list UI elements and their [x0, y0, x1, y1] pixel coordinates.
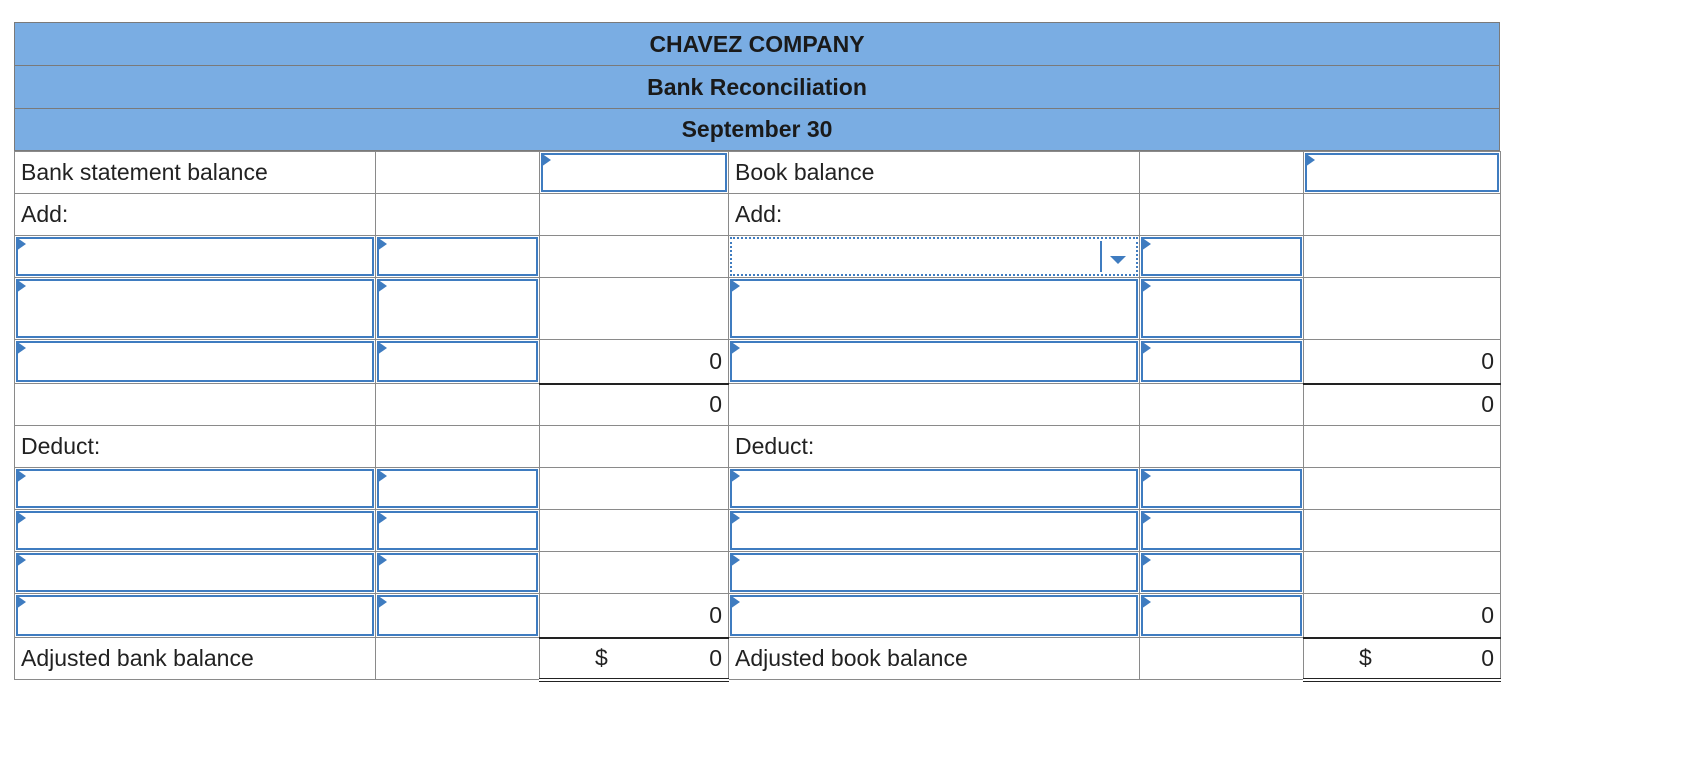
- reconciliation-worksheet: [14, 22, 1500, 682]
- bank-deduct-amount-1-cell: [376, 468, 540, 510]
- table-row: [15, 194, 1501, 236]
- empty-cell: [376, 384, 540, 426]
- adjusted-book-balance-cell: [1304, 638, 1501, 680]
- book-deduct-amount-2-cell: [1140, 510, 1304, 552]
- bank-add-item-1-cell: [15, 236, 376, 278]
- book-add-label: Add:: [729, 194, 1140, 236]
- empty-cell: [540, 468, 729, 510]
- book-add-item-3-cell: [729, 340, 1140, 384]
- bank-add-label: Add:: [15, 194, 376, 236]
- empty-cell: [540, 236, 729, 278]
- empty-cell: [1140, 638, 1304, 680]
- table-row: [15, 384, 1501, 426]
- book-add-total: 0: [1304, 384, 1501, 426]
- book-deduct-amount-2-input[interactable]: [1141, 511, 1302, 550]
- empty-cell: [1140, 194, 1304, 236]
- book-deduct-amount-4-cell: [1140, 594, 1304, 638]
- table-row: [15, 426, 1501, 468]
- empty-cell: [540, 194, 729, 236]
- bank-deduct-item-2-input[interactable]: [16, 511, 374, 550]
- empty-cell: [540, 426, 729, 468]
- input-marker-icon: [377, 511, 387, 525]
- input-marker-icon: [1141, 279, 1151, 293]
- input-marker-icon: [16, 237, 26, 251]
- bank-add-amount-1-input[interactable]: [377, 237, 538, 276]
- input-marker-icon: [16, 469, 26, 483]
- book-add-amount-2-cell: [1140, 278, 1304, 340]
- bank-deduct-item-4-input[interactable]: [16, 595, 374, 636]
- bank-add-amount-3-cell: [376, 340, 540, 384]
- bank-deduct-subtotal: 0: [540, 594, 729, 638]
- bank-statement-balance-cell: [540, 152, 729, 194]
- book-add-amount-1-input[interactable]: [1141, 237, 1302, 276]
- input-marker-icon: [1305, 153, 1315, 167]
- empty-cell: [729, 384, 1140, 426]
- adjusted-bank-balance-label: Adjusted bank balance: [15, 638, 376, 680]
- bank-statement-balance-label: Bank statement balance: [15, 152, 376, 194]
- book-deduct-amount-4-input[interactable]: [1141, 595, 1302, 636]
- book-deduct-item-1-input[interactable]: [730, 469, 1138, 508]
- empty-cell: [1304, 194, 1501, 236]
- bank-deduct-amount-3-cell: [376, 552, 540, 594]
- worksheet-title: Bank Reconciliation: [14, 65, 1500, 108]
- book-add-item-3-input[interactable]: [730, 341, 1138, 382]
- book-balance-cell: [1304, 152, 1501, 194]
- reconciliation-table: [14, 151, 1501, 682]
- table-row: [15, 510, 1501, 552]
- table-row: [15, 152, 1501, 194]
- book-deduct-item-1-cell: [729, 468, 1140, 510]
- bank-deduct-amount-2-input[interactable]: [377, 511, 538, 550]
- input-marker-icon: [730, 469, 740, 483]
- chevron-down-icon: [1110, 256, 1126, 264]
- bank-deduct-amount-3-input[interactable]: [377, 553, 538, 592]
- bank-statement-balance-input[interactable]: [541, 153, 727, 192]
- input-marker-icon: [730, 341, 740, 355]
- input-marker-icon: [730, 511, 740, 525]
- book-add-item-2-input[interactable]: [730, 279, 1138, 338]
- book-add-amount-3-cell: [1140, 340, 1304, 384]
- table-row: [15, 638, 1501, 680]
- bank-add-item-2-input[interactable]: [16, 279, 374, 338]
- bank-add-amount-3-input[interactable]: [377, 341, 538, 382]
- book-add-subtotal: 0: [1304, 340, 1501, 384]
- table-row: [15, 468, 1501, 510]
- input-marker-icon: [377, 237, 387, 251]
- book-add-amount-3-input[interactable]: [1141, 341, 1302, 382]
- book-balance-label: Book balance: [729, 152, 1140, 194]
- input-marker-icon: [377, 553, 387, 567]
- empty-cell: [1304, 468, 1501, 510]
- input-marker-icon: [730, 553, 740, 567]
- bank-deduct-item-4-cell: [15, 594, 376, 638]
- empty-cell: [540, 510, 729, 552]
- input-marker-icon: [1141, 237, 1151, 251]
- empty-cell: [15, 384, 376, 426]
- bank-deduct-amount-4-cell: [376, 594, 540, 638]
- currency-symbol: $: [1359, 644, 1372, 671]
- input-marker-icon: [16, 553, 26, 567]
- input-marker-icon: [377, 341, 387, 355]
- empty-cell: [1304, 236, 1501, 278]
- input-marker-icon: [16, 511, 26, 525]
- book-deduct-item-2-input[interactable]: [730, 511, 1138, 550]
- book-deduct-item-3-input[interactable]: [730, 553, 1138, 592]
- bank-deduct-item-1-input[interactable]: [16, 469, 374, 508]
- worksheet-date: September 30: [14, 108, 1500, 151]
- book-deduct-item-4-input[interactable]: [730, 595, 1138, 636]
- bank-deduct-label: Deduct:: [15, 426, 376, 468]
- empty-cell: [376, 426, 540, 468]
- empty-cell: [1304, 510, 1501, 552]
- input-marker-icon: [16, 341, 26, 355]
- book-deduct-item-2-cell: [729, 510, 1140, 552]
- input-marker-icon: [16, 279, 26, 293]
- input-marker-icon: [1141, 511, 1151, 525]
- adjusted-book-balance-label: Adjusted book balance: [729, 638, 1140, 680]
- empty-cell: [540, 278, 729, 340]
- input-marker-icon: [1141, 341, 1151, 355]
- company-name: CHAVEZ COMPANY: [14, 22, 1500, 65]
- bank-deduct-item-1-cell: [15, 468, 376, 510]
- input-marker-icon: [16, 595, 26, 609]
- bank-deduct-item-3-cell: [15, 552, 376, 594]
- input-marker-icon: [730, 595, 740, 609]
- table-row: [15, 340, 1501, 384]
- input-marker-icon: [377, 469, 387, 483]
- book-deduct-amount-3-input[interactable]: [1141, 553, 1302, 592]
- dropdown-toggle[interactable]: [1100, 241, 1136, 272]
- bank-add-amount-1-cell: [376, 236, 540, 278]
- empty-cell: [1140, 384, 1304, 426]
- book-add-amount-2-input[interactable]: [1141, 279, 1302, 338]
- input-marker-icon: [1141, 469, 1151, 483]
- adjusted-book-balance-value: 0: [1481, 644, 1494, 671]
- input-marker-icon: [541, 153, 551, 167]
- book-deduct-subtotal: 0: [1304, 594, 1501, 638]
- bank-add-item-2-cell: [15, 278, 376, 340]
- table-row: [15, 278, 1501, 340]
- bank-add-item-3-cell: [15, 340, 376, 384]
- table-row: [15, 594, 1501, 638]
- empty-cell: [1304, 426, 1501, 468]
- empty-cell: [540, 552, 729, 594]
- empty-cell: [376, 152, 540, 194]
- empty-cell: [376, 638, 540, 680]
- bank-deduct-amount-2-cell: [376, 510, 540, 552]
- input-marker-icon: [377, 595, 387, 609]
- bank-deduct-amount-1-input[interactable]: [377, 469, 538, 508]
- adjusted-bank-balance-value: 0: [709, 644, 722, 671]
- empty-cell: [1140, 152, 1304, 194]
- book-add-amount-1-cell: [1140, 236, 1304, 278]
- book-deduct-label: Deduct:: [729, 426, 1140, 468]
- bank-deduct-item-3-input[interactable]: [16, 553, 374, 592]
- bank-add-item-3-input[interactable]: [16, 341, 374, 382]
- bank-add-amount-2-cell: [376, 278, 540, 340]
- input-marker-icon: [1141, 553, 1151, 567]
- book-deduct-amount-3-cell: [1140, 552, 1304, 594]
- bank-deduct-amount-4-input[interactable]: [377, 595, 538, 636]
- bank-add-subtotal: 0: [540, 340, 729, 384]
- adjusted-bank-balance-cell: [540, 638, 729, 680]
- book-deduct-amount-1-input[interactable]: [1141, 469, 1302, 508]
- book-add-item-1-cell: [729, 236, 1140, 278]
- book-add-item-1-dropdown[interactable]: [730, 237, 1138, 276]
- empty-cell: [376, 194, 540, 236]
- book-deduct-amount-1-cell: [1140, 468, 1304, 510]
- input-marker-icon: [377, 279, 387, 293]
- input-marker-icon: [1141, 595, 1151, 609]
- table-row: [15, 236, 1501, 278]
- bank-add-amount-2-input[interactable]: [377, 279, 538, 338]
- empty-cell: [1140, 426, 1304, 468]
- empty-cell: [1304, 552, 1501, 594]
- bank-deduct-item-2-cell: [15, 510, 376, 552]
- currency-symbol: $: [595, 644, 608, 671]
- book-balance-input[interactable]: [1305, 153, 1499, 192]
- bank-add-total: 0: [540, 384, 729, 426]
- empty-cell: [1304, 278, 1501, 340]
- table-row: [15, 552, 1501, 594]
- book-add-item-2-cell: [729, 278, 1140, 340]
- book-deduct-item-3-cell: [729, 552, 1140, 594]
- bank-add-item-1-input[interactable]: [16, 237, 374, 276]
- input-marker-icon: [730, 279, 740, 293]
- book-deduct-item-4-cell: [729, 594, 1140, 638]
